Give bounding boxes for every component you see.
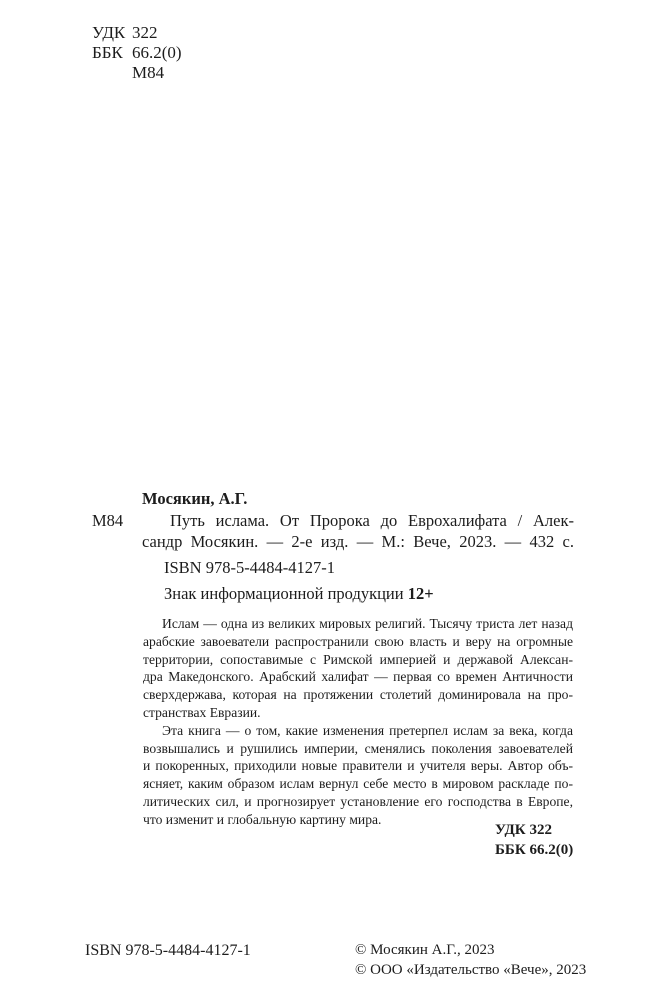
catalog-author-code: М84	[92, 510, 124, 530]
bottom-udk: УДК 322	[495, 822, 552, 838]
footer-isbn: ISBN 978-5-4484-4127-1	[85, 942, 251, 959]
annotation-line: территории, сопоставимые с Римской империей и державой Алексан-	[143, 651, 573, 667]
bbk-label: ББК	[92, 43, 123, 62]
copyright-publisher: © ООО «Издательство «Вече», 2023	[355, 961, 587, 978]
annotation-line: Эта книга — о том, какие изменения претерпел ислам за века, когда	[162, 722, 573, 738]
catalog-description-line: сандр Мосякин. — 2-е изд. — М.: Вече, 2023. — 432 с.	[142, 532, 574, 551]
annotation-line: Ислам — одна из великих мировых религий. Тысячу триста лет назад	[162, 616, 573, 631]
annotation-line: сверхдержава, которая на протяжении столетий доминировала на про-	[143, 687, 573, 703]
age-rating-value: 12+	[407, 583, 434, 603]
bottom-classification-block	[495, 820, 573, 860]
footer-copyrights	[355, 941, 586, 980]
annotation-line: что изменит и глобальную картину мира.	[143, 811, 382, 827]
catalog-author: Мосякин, А.Г.	[142, 489, 248, 508]
catalog-description-line: Путь ислама. От Пророка до Еврохалифата / Алек-	[170, 510, 574, 530]
bottom-bbk: ББК 66.2(0)	[495, 842, 574, 858]
udk-label: УДК	[92, 23, 126, 42]
annotation-line: литических сил, и прогнозирует установление его господства в Европе,	[143, 793, 573, 809]
top-classification-block	[92, 23, 182, 83]
annotation-line: арабские завоеватели распространили свою власть и веру на огромные	[143, 633, 573, 649]
annotation-line: возвышались и рушились империи, сменялись поколения завоевателей	[143, 740, 573, 756]
annotation-line: и покоренных, приходили новые правители и учителя веры. Автор объ-	[143, 758, 573, 774]
annotation-line: ясняет, каким образом ислам вернул себе место в мировом раскладе по-	[143, 776, 573, 792]
age-rating-label: Знак информационной продукции	[164, 583, 408, 603]
annotation-line: дра Македонского. Арабский халифат — первая со времен Античности	[143, 669, 573, 685]
bbk-value: 66.2(0)	[132, 43, 182, 62]
annotation-paragraph-1	[143, 615, 573, 722]
copyright-author: © Мосякин А.Г., 2023	[355, 942, 495, 958]
udk-row	[92, 23, 182, 43]
udk-value: 322	[132, 23, 158, 42]
age-rating-line	[142, 583, 574, 605]
catalog-isbn: ISBN 978-5-4484-4127-1	[164, 558, 335, 577]
annotation-paragraph-2	[143, 722, 573, 829]
annotation	[143, 615, 573, 829]
author-code: М84	[132, 63, 165, 82]
catalog-record	[92, 488, 574, 604]
annotation-line: странствах Евразии.	[143, 704, 261, 720]
bbk-row	[92, 43, 182, 63]
author-code-row	[92, 63, 182, 83]
